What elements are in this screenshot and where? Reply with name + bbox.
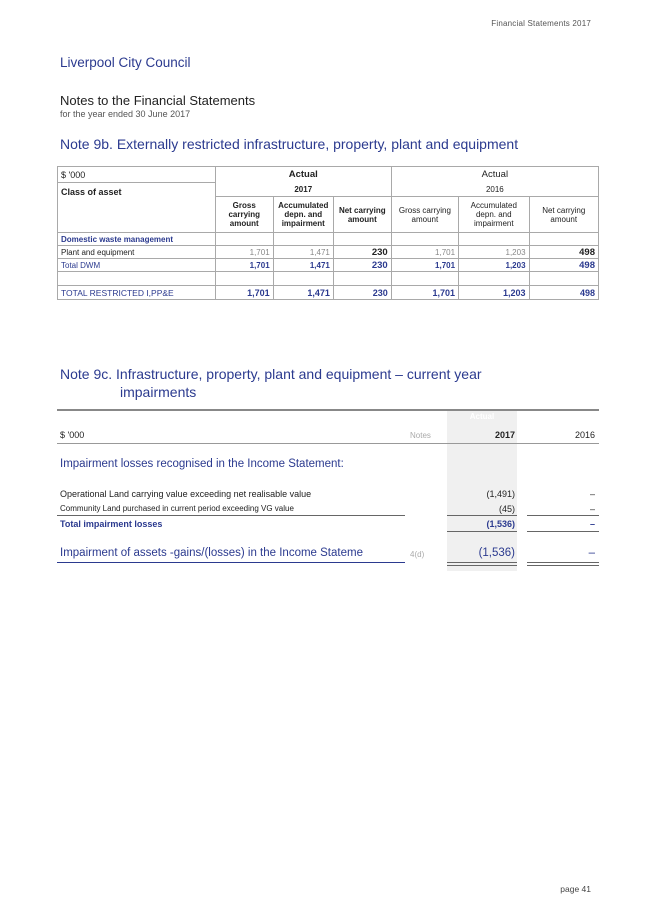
row-label: Plant and equipment <box>58 246 216 259</box>
row2-rule-2017 <box>447 515 517 516</box>
col-accum-2016: Accumulated depn. and impairment <box>459 197 529 233</box>
table-row <box>58 246 599 259</box>
gains-underline <box>57 562 405 563</box>
notes-title: Notes to the Financial Statements <box>60 93 256 108</box>
row-label: Total DWM <box>58 259 216 272</box>
cell: 1,701 <box>215 246 273 259</box>
row2-2017: (45) <box>498 504 515 514</box>
actual-label: Actual <box>469 412 495 421</box>
total-label: Total impairment losses <box>60 519 163 529</box>
gains-note-ref: 4(d) <box>410 550 425 559</box>
total-rule-2016 <box>527 531 599 532</box>
class-of-asset-label: Class of asset <box>58 183 216 233</box>
row2-rule-2016 <box>527 515 599 516</box>
council-name: Liverpool City Council <box>60 55 191 70</box>
row1-label: Operational Land carrying value exceeding net realisable value <box>60 489 312 499</box>
page-number: page 41 <box>560 884 591 894</box>
gains-rule-2017-b <box>447 565 517 566</box>
year-2016-header: 2016 <box>574 430 595 440</box>
total-2017: (1,536) <box>486 519 515 529</box>
cell: 230 <box>333 286 391 300</box>
cell: 1,701 <box>391 286 458 300</box>
impairment-subheading: Impairment losses recognised in the Income Statement: <box>60 458 344 470</box>
cell: 1,203 <box>459 286 529 300</box>
col-net-2016: Net carrying amount <box>529 197 598 233</box>
gains-rule-2017-a <box>447 562 517 563</box>
row1-2017: (1,491) <box>486 489 515 499</box>
gains-2017: (1,536) <box>478 547 515 559</box>
col-gross-2016: Gross carrying amount <box>391 197 458 233</box>
gains-rule-2016-b <box>527 565 599 566</box>
note-9b-title: Note 9b. Externally restricted infrastructure, property, plant and equipment <box>60 136 519 152</box>
cell: 1,471 <box>273 286 333 300</box>
cell: 1,471 <box>273 246 333 259</box>
section-domestic-waste: Domestic waste management <box>58 233 216 246</box>
cell: 230 <box>333 246 391 259</box>
row2-label: Community Land purchased in current period exceeding VG value <box>60 504 294 513</box>
year-2017: 2017 <box>215 183 391 197</box>
cell: 1,471 <box>273 259 333 272</box>
row1-2016: – <box>589 489 595 499</box>
year-2016: 2016 <box>391 183 598 197</box>
cell: 498 <box>529 246 598 259</box>
cell: 1,203 <box>459 246 529 259</box>
header-rule <box>57 443 599 444</box>
row2-2016: – <box>589 504 595 514</box>
row-label: TOTAL RESTRICTED I,PP&E <box>58 286 216 300</box>
row2-rule-label <box>57 515 405 516</box>
cell: 498 <box>529 259 598 272</box>
note-9c-title <box>60 365 482 401</box>
table-row <box>58 259 599 272</box>
table-top-rule <box>57 409 599 411</box>
running-header: Financial Statements 2017 <box>491 19 591 28</box>
note-9c-title-line1: Note 9c. Infrastructure, property, plant and equipment – current year <box>60 366 482 382</box>
notes-subtitle: for the year ended 30 June 2017 <box>60 109 191 119</box>
col-accum-2017: Accumulated depn. and impairment <box>273 197 333 233</box>
notes-col-header: Notes <box>410 431 431 440</box>
total-2016: – <box>589 519 595 529</box>
group-label-2016: Actual <box>391 167 598 183</box>
cell: 1,701 <box>391 259 458 272</box>
note-9b-table <box>57 166 599 300</box>
unit-label-9c: $ '000 <box>60 430 85 440</box>
gains-label: Impairment of assets -gains/(losses) in the Income Stateme <box>60 547 363 559</box>
unit-label: $ '000 <box>58 167 216 183</box>
cell: 1,701 <box>215 286 273 300</box>
cell: 1,203 <box>459 259 529 272</box>
col-gross-2017: Gross carrying amount <box>215 197 273 233</box>
gains-rule-2016-a <box>527 562 599 563</box>
group-label-2017: Actual <box>215 167 391 183</box>
table-row <box>58 286 599 300</box>
cell: 498 <box>529 286 598 300</box>
total-rule-2017 <box>447 531 517 532</box>
gains-2016: – <box>588 547 595 559</box>
col-net-2017: Net carrying amount <box>333 197 391 233</box>
year-2017-header: 2017 <box>494 430 515 440</box>
cell: 1,701 <box>391 246 458 259</box>
cell: 1,701 <box>215 259 273 272</box>
cell: 230 <box>333 259 391 272</box>
note-9c-title-line2: impairments <box>120 384 197 400</box>
